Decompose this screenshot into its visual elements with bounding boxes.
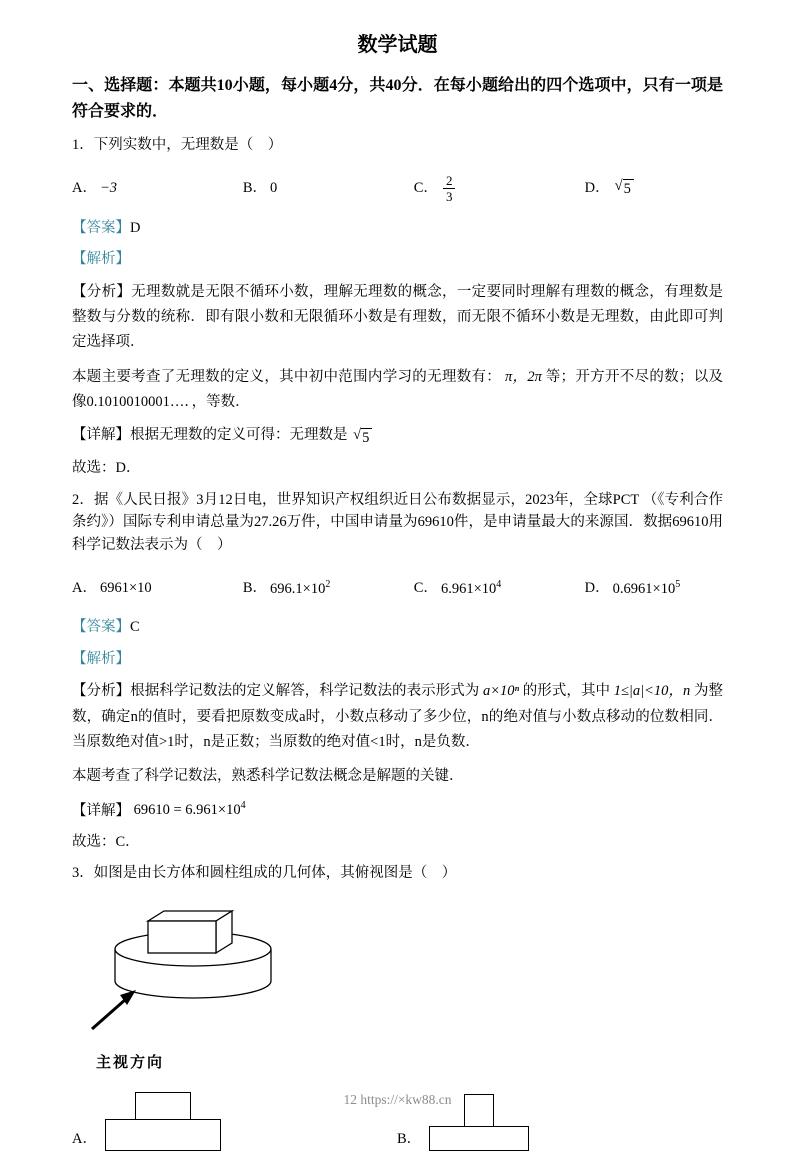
radical-sign: √ <box>614 177 623 194</box>
exponent: 4 <box>240 800 246 812</box>
radical-sign: √ <box>353 427 362 444</box>
page-footer: 12 https://×kw88.cn <box>343 1092 452 1108</box>
sqrt-five: √ 5 <box>615 179 634 199</box>
solid-figure-drawing <box>78 895 328 1043</box>
q1-jiexi-line <box>72 248 723 270</box>
q2-option-b <box>243 577 414 600</box>
q1-note-math: π，2π <box>504 368 542 385</box>
q2-option-a-value: 6961×10 <box>99 579 152 596</box>
q2-conclusion: 故选：C． <box>72 833 140 850</box>
q1-answer-line <box>72 217 723 239</box>
q1-answer-value: D <box>130 219 141 236</box>
q1-option-b-label: B． <box>242 180 268 197</box>
q2-note: 本题考查了科学记数法，熟悉科学记数法概念是解题的关键． <box>72 768 464 785</box>
exponent: 4 <box>496 578 502 590</box>
fraction-denominator: 3 <box>445 189 453 205</box>
q2-analysis-text-3: 为整数，确定n的值时，要看把原数变成a时，小数点移动了多少位，n的绝对值与小数点移动的位数相同．当原数绝对值>1时，n是正数；当原数的绝对值<1时，n是负数． <box>72 683 723 750</box>
q2-option-a <box>72 577 243 599</box>
q2-option-c-value: $6.961\times 10^4$ <box>440 578 502 597</box>
q2-analysis <box>72 679 723 755</box>
q1-option-a-label: A． <box>72 180 97 197</box>
q1-note-pre: 本题主要考查了无理数的定义，其中初中范围内学习的无理数有： <box>72 368 502 385</box>
q1-analysis: 【分析】无理数就是无限不循环小数，理解无理数的概念，一定要同时理解有理数的概念，有理数是整数与分数的统称．即有限小数和无限循环小数是有理数，而无限不循环小数是无理数，由此即可判定选择项． <box>72 283 723 351</box>
q2-option-b-value: $696.1\times 10^2$ <box>270 578 331 597</box>
q1-conclusion: 故选：D． <box>72 460 141 477</box>
q1-option-b-value: 0 <box>270 180 278 197</box>
sqrt-five-detail: √ 5 <box>353 428 372 448</box>
q2-answer-value: C <box>130 619 140 636</box>
wide-rectangle <box>429 1126 529 1151</box>
q3-stem: 3．如图是由长方体和圆柱组成的几何体，其俯视图是（ ） <box>72 865 457 882</box>
q3-option-a-label: A． <box>72 1130 97 1147</box>
exponent: 2 <box>325 578 331 590</box>
q3-figure-label: 主视方向 <box>96 1055 165 1072</box>
q1-option-c <box>414 174 585 204</box>
q1-detail-pre: 【详解】根据无理数的定义可得：无理数是 <box>72 427 348 444</box>
wide-rectangle <box>105 1119 221 1151</box>
q1-answer-tag: 【答案】 <box>72 219 130 236</box>
q2-option-d <box>585 577 723 600</box>
q2-detail-line <box>72 799 723 822</box>
q2-stem: 2．据《人民日报》3月12日电，世界知识产权组织近日公布数据显示，2023年，全球PCT （《专利合作条约》）国际专利申请总量为27.26万件，中国申请量为69610件，是申请量最大的来源国．数据69610用科学记数法表示为（ ） <box>72 491 723 553</box>
q1-options-row <box>72 171 723 207</box>
q1-stem: 1．下列实数中，无理数是（ ） <box>72 137 283 154</box>
q2-options-row <box>72 570 723 606</box>
q2-option-b-label: B． <box>242 579 268 596</box>
q2-analysis-math-2: 1≤|a|<10，n <box>613 683 691 700</box>
q1-note <box>72 365 723 416</box>
q1-detail-line <box>72 424 723 448</box>
q1-jiexi-tag: 【解析】 <box>72 251 130 268</box>
q2-answer-line <box>72 616 723 638</box>
q1-option-d <box>585 177 723 199</box>
q1-option-a <box>72 177 243 199</box>
page-title: 数学试题 <box>357 34 438 56</box>
q2-jiexi-tag: 【解析】 <box>72 650 130 667</box>
q1-option-b <box>243 177 414 199</box>
q2-analysis-math-1: a×10ⁿ <box>482 683 520 700</box>
q2-answer-tag: 【答案】 <box>72 619 130 636</box>
q1-option-c-label: C． <box>413 180 438 197</box>
q2-option-c-label: C． <box>413 579 438 596</box>
q2-detail-tag: 【详解】 <box>72 802 130 819</box>
q1-option-a-value: −3 <box>99 180 118 197</box>
q2-analysis-text-2: 的形式，其中 <box>522 683 611 700</box>
q2-analysis-text-1: 【分析】根据科学记数法的定义解答，科学记数法的表示形式为 <box>72 683 480 700</box>
q1-option-d-label: D． <box>584 180 610 197</box>
q2-detail-math: $69610 = 6.961\times 10^4$ <box>133 800 246 819</box>
q2-jiexi-line <box>72 648 723 670</box>
q2-option-c <box>414 577 585 600</box>
q2-option-a-label: A． <box>72 579 97 596</box>
q3-geometry-figure <box>78 895 338 1076</box>
q1-note-post: 等；开方开不尽的数；以及像0.1010010001…．，等数． <box>72 368 724 411</box>
fraction-two-thirds <box>443 174 456 204</box>
q3-option-b-label: B． <box>396 1130 422 1147</box>
exponent: 5 <box>675 578 681 590</box>
q2-option-d-value: $0.6961\times 10^5$ <box>612 578 681 597</box>
fraction-numerator: 2 <box>443 174 456 190</box>
section-heading: 一、选择题：本题共10小题，每小题4分，共40分．在每小题给出的四个选项中，只有一项是符合要求的． <box>72 77 723 120</box>
q2-option-d-label: D． <box>584 579 610 596</box>
